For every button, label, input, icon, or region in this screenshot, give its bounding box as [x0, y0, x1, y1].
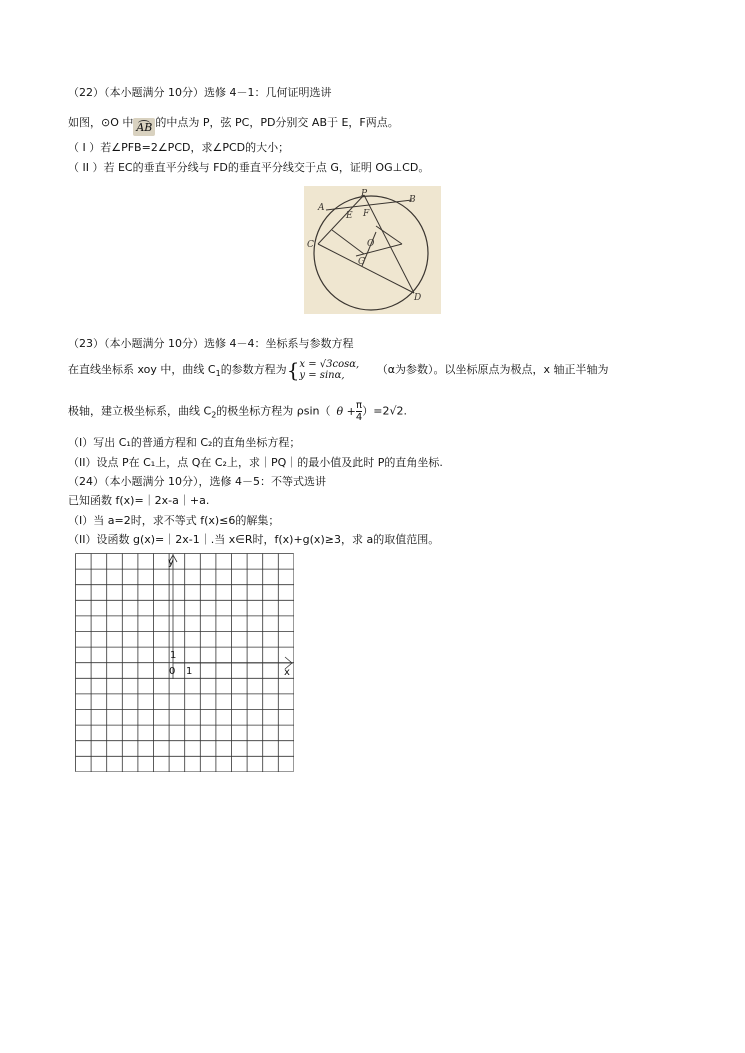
- q23-line2: [68, 400, 407, 423]
- q23-line1-sub: 1: [215, 369, 221, 379]
- arc-ab-image: AB: [133, 118, 155, 136]
- origin-label: 0: [169, 666, 176, 677]
- q23-line1-a: 在直线坐标系 xoy 中，曲线 C: [68, 363, 216, 376]
- q22-part2: （ II ）若 EC的垂直平分线与 FD的垂直平分线交于点 G，证明 OG⊥CD。: [68, 161, 430, 174]
- q22-intro-a: 如图，⊙O 中: [68, 116, 134, 129]
- q23-line2-b: 的极坐标方程为 ρsin（: [216, 404, 331, 418]
- label-f: F: [363, 209, 370, 219]
- label-a: A: [318, 203, 325, 213]
- q22-intro-b: 的中点为 P，弦 PC，PD分别交 AB于 E，F两点。: [155, 116, 399, 129]
- frac-num: π: [356, 400, 363, 411]
- q24-header: （24）（本小题满分 10分），选修 4－5：不等式选讲: [68, 475, 326, 488]
- coordinate-grid: [75, 553, 294, 772]
- q24-given: 已知函数 f(x)=｜2x-a｜+a.: [68, 494, 210, 507]
- eq-y: y = sinα,: [299, 370, 345, 381]
- y-tick-1: 1: [170, 650, 177, 661]
- x-axis-label: x: [284, 667, 290, 678]
- theta-term: θ +: [336, 404, 356, 418]
- eq-x: x = √3cosα,: [299, 359, 360, 370]
- circle-geometry-figure: [304, 186, 441, 314]
- y-axis-label: y: [168, 557, 174, 568]
- q23-part1: （I）写出 C₁的普通方程和 C₂的直角坐标方程；: [68, 436, 301, 449]
- brace-glyph: {: [286, 358, 300, 382]
- param-system: [299, 359, 359, 381]
- q24-part2: （II）设函数 g(x)=｜2x-1｜.当 x∈R时，f(x)+g(x)≥3，求 a的取值范围。: [68, 533, 440, 546]
- label-o: O: [367, 239, 375, 249]
- q24-part1: （I）当 a=2时，求不等式 f(x)≤6的解集；: [68, 514, 280, 527]
- label-e: E: [346, 211, 353, 221]
- q23-line2-sub: 2: [211, 410, 217, 420]
- label-b: B: [409, 195, 416, 205]
- x-tick-1: 1: [186, 666, 193, 677]
- q23-line2-c: ）=2√2.: [362, 404, 407, 418]
- q22-intro: [68, 116, 399, 136]
- label-g: G: [358, 257, 366, 267]
- q23-line1-c: （α为参数）。以坐标原点为极点，x 轴正半轴为: [376, 363, 609, 376]
- q23-line2-a: 极轴，建立极坐标系，曲线 C: [68, 404, 212, 418]
- label-c: C: [307, 240, 314, 250]
- q23-line1: [68, 359, 608, 381]
- frac-den: 4: [355, 412, 363, 423]
- q23-line1-b: 的参数方程为: [220, 363, 287, 376]
- q22-part1: （ I ）若∠PFB=2∠PCD，求∠PCD的大小；: [68, 141, 290, 154]
- label-d: D: [414, 293, 422, 303]
- label-p: P: [361, 189, 368, 199]
- q22-header: （22）（本小题满分 10分）选修 4－1：几何证明选讲: [68, 86, 332, 99]
- q23-part2: （II）设点 P在 C₁上，点 Q在 C₂上，求｜PQ｜的最小值及此时 P的直角坐标.: [68, 456, 443, 469]
- q23-header: （23）（本小题满分 10分）选修 4－4：坐标系与参数方程: [68, 337, 354, 350]
